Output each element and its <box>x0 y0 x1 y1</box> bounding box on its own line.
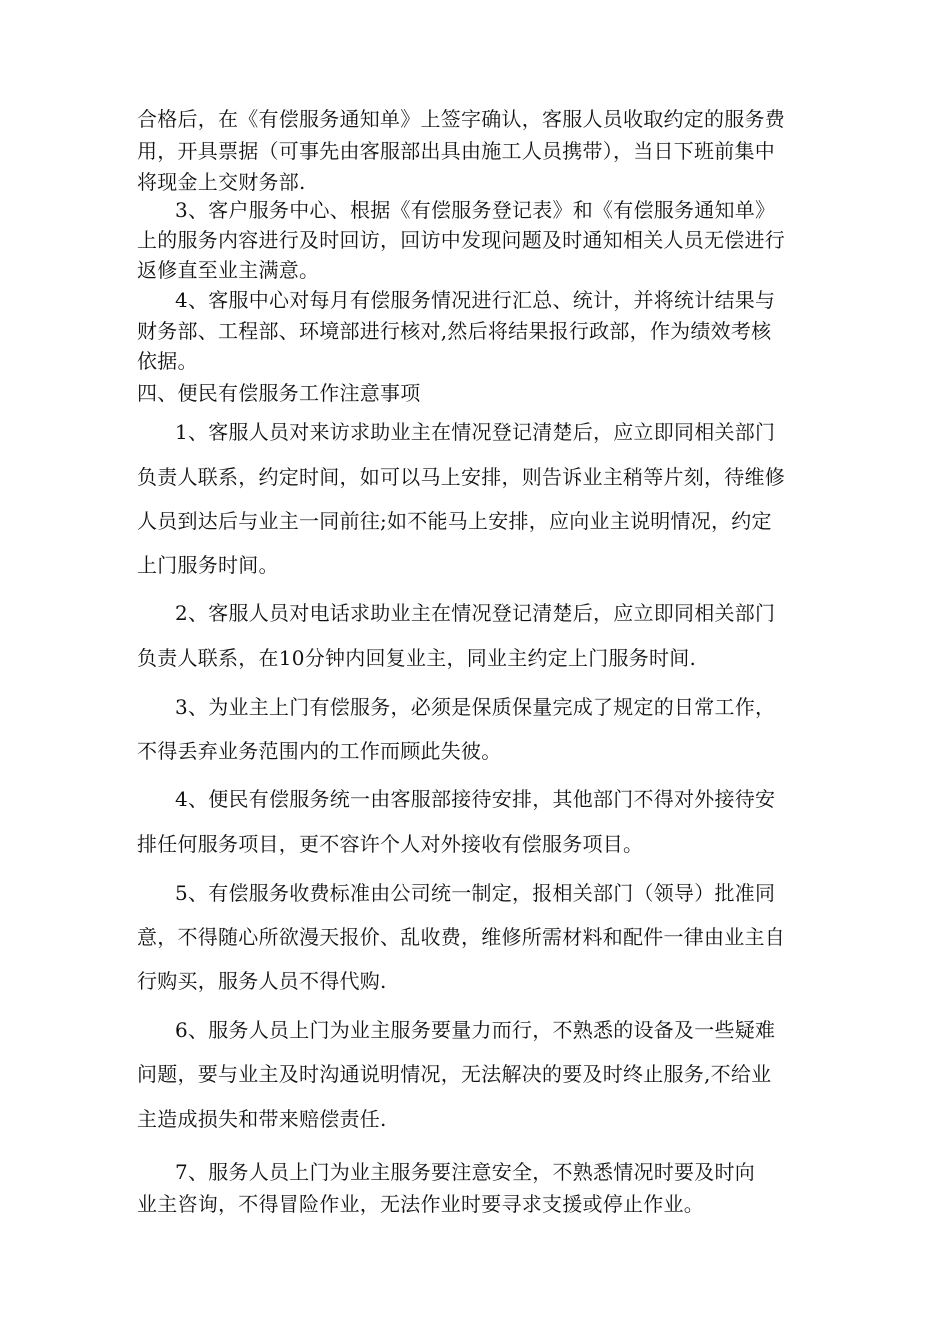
text-line: 行购买，服务人员不得代购. <box>137 969 387 993</box>
text-line: 合格后，在《有偿服务通知单》上签字确认，客服人员收取约定的服务费 <box>137 107 785 131</box>
text-line: 6、服务人员上门为业主服务要量力而行，不熟悉的设备及一些疑难 <box>175 1018 776 1042</box>
text-line: 排任何服务项目，更不容许个人对外接收有偿服务项目。 <box>137 832 644 856</box>
text-line: 用，开具票据（可事先由客服部出具由施工人员携带），当日下班前集中 <box>137 139 775 163</box>
text-line: 上门服务时间。 <box>137 553 279 577</box>
text-line: 5、有偿服务收费标准由公司统一制定，报相关部门（领导）批准同 <box>175 881 776 905</box>
text-line: 3、客户服务中心、根据《有偿服务登记表》和《有偿服务通知单》 <box>175 198 776 222</box>
text-line: 问题，要与业主及时沟通说明情况，无法解决的要及时终止服务,不给业 <box>137 1062 772 1086</box>
text-line: 4、客服中心对每月有偿服务情况进行汇总、统计，并将统计结果与 <box>175 288 776 312</box>
text-line: 返修直至业主满意。 <box>137 258 320 282</box>
text-line: 上的服务内容进行及时回访，回访中发现问题及时通知相关人员无偿进行 <box>137 228 785 252</box>
text-line: 4、便民有偿服务统一由客服部接待安排，其他部门不得对外接待安 <box>175 787 776 811</box>
text-line: 主造成损失和带来赔偿责任. <box>137 1107 387 1131</box>
text-line: 财务部、工程部、环境部进行核对,然后将结果报行政部，作为绩效考核 <box>137 319 772 343</box>
section-heading: 四、便民有偿服务工作注意事项 <box>137 381 421 405</box>
text-line: 负责人联系，在10分钟内回复业主，同业主约定上门服务时间. <box>137 646 697 670</box>
text-line: 人员到达后与业主一同前往;如不能马上安排，应向业主说明情况，约定 <box>137 509 772 533</box>
text-line: 将现金上交财务部. <box>137 170 306 194</box>
text-line: 7、服务人员上门为业主服务要注意安全，不熟悉情况时要及时向 <box>175 1160 755 1184</box>
text-line: 意，不得随心所欲漫天报价、乱收费，维修所需材料和配件一律由业主自 <box>137 925 785 949</box>
text-line: 1、客服人员对来访求助业主在情况登记清楚后，应立即同相关部门 <box>175 420 776 444</box>
text-line: 负责人联系，约定时间，如可以马上安排，则告诉业主稍等片刻，待维修 <box>137 465 785 489</box>
text-line: 3、为业主上门有偿服务，必须是保质保量完成了规定的日常工作， <box>175 695 776 719</box>
text-line: 2、客服人员对电话求助业主在情况登记清楚后，应立即同相关部门 <box>175 601 776 625</box>
text-line: 依据。 <box>137 349 198 373</box>
text-line: 业主咨询，不得冒险作业，无法作业时要寻求支援或停止作业。 <box>137 1192 704 1216</box>
text-line: 不得丢弃业务范围内的工作而顾此失彼。 <box>137 739 502 763</box>
